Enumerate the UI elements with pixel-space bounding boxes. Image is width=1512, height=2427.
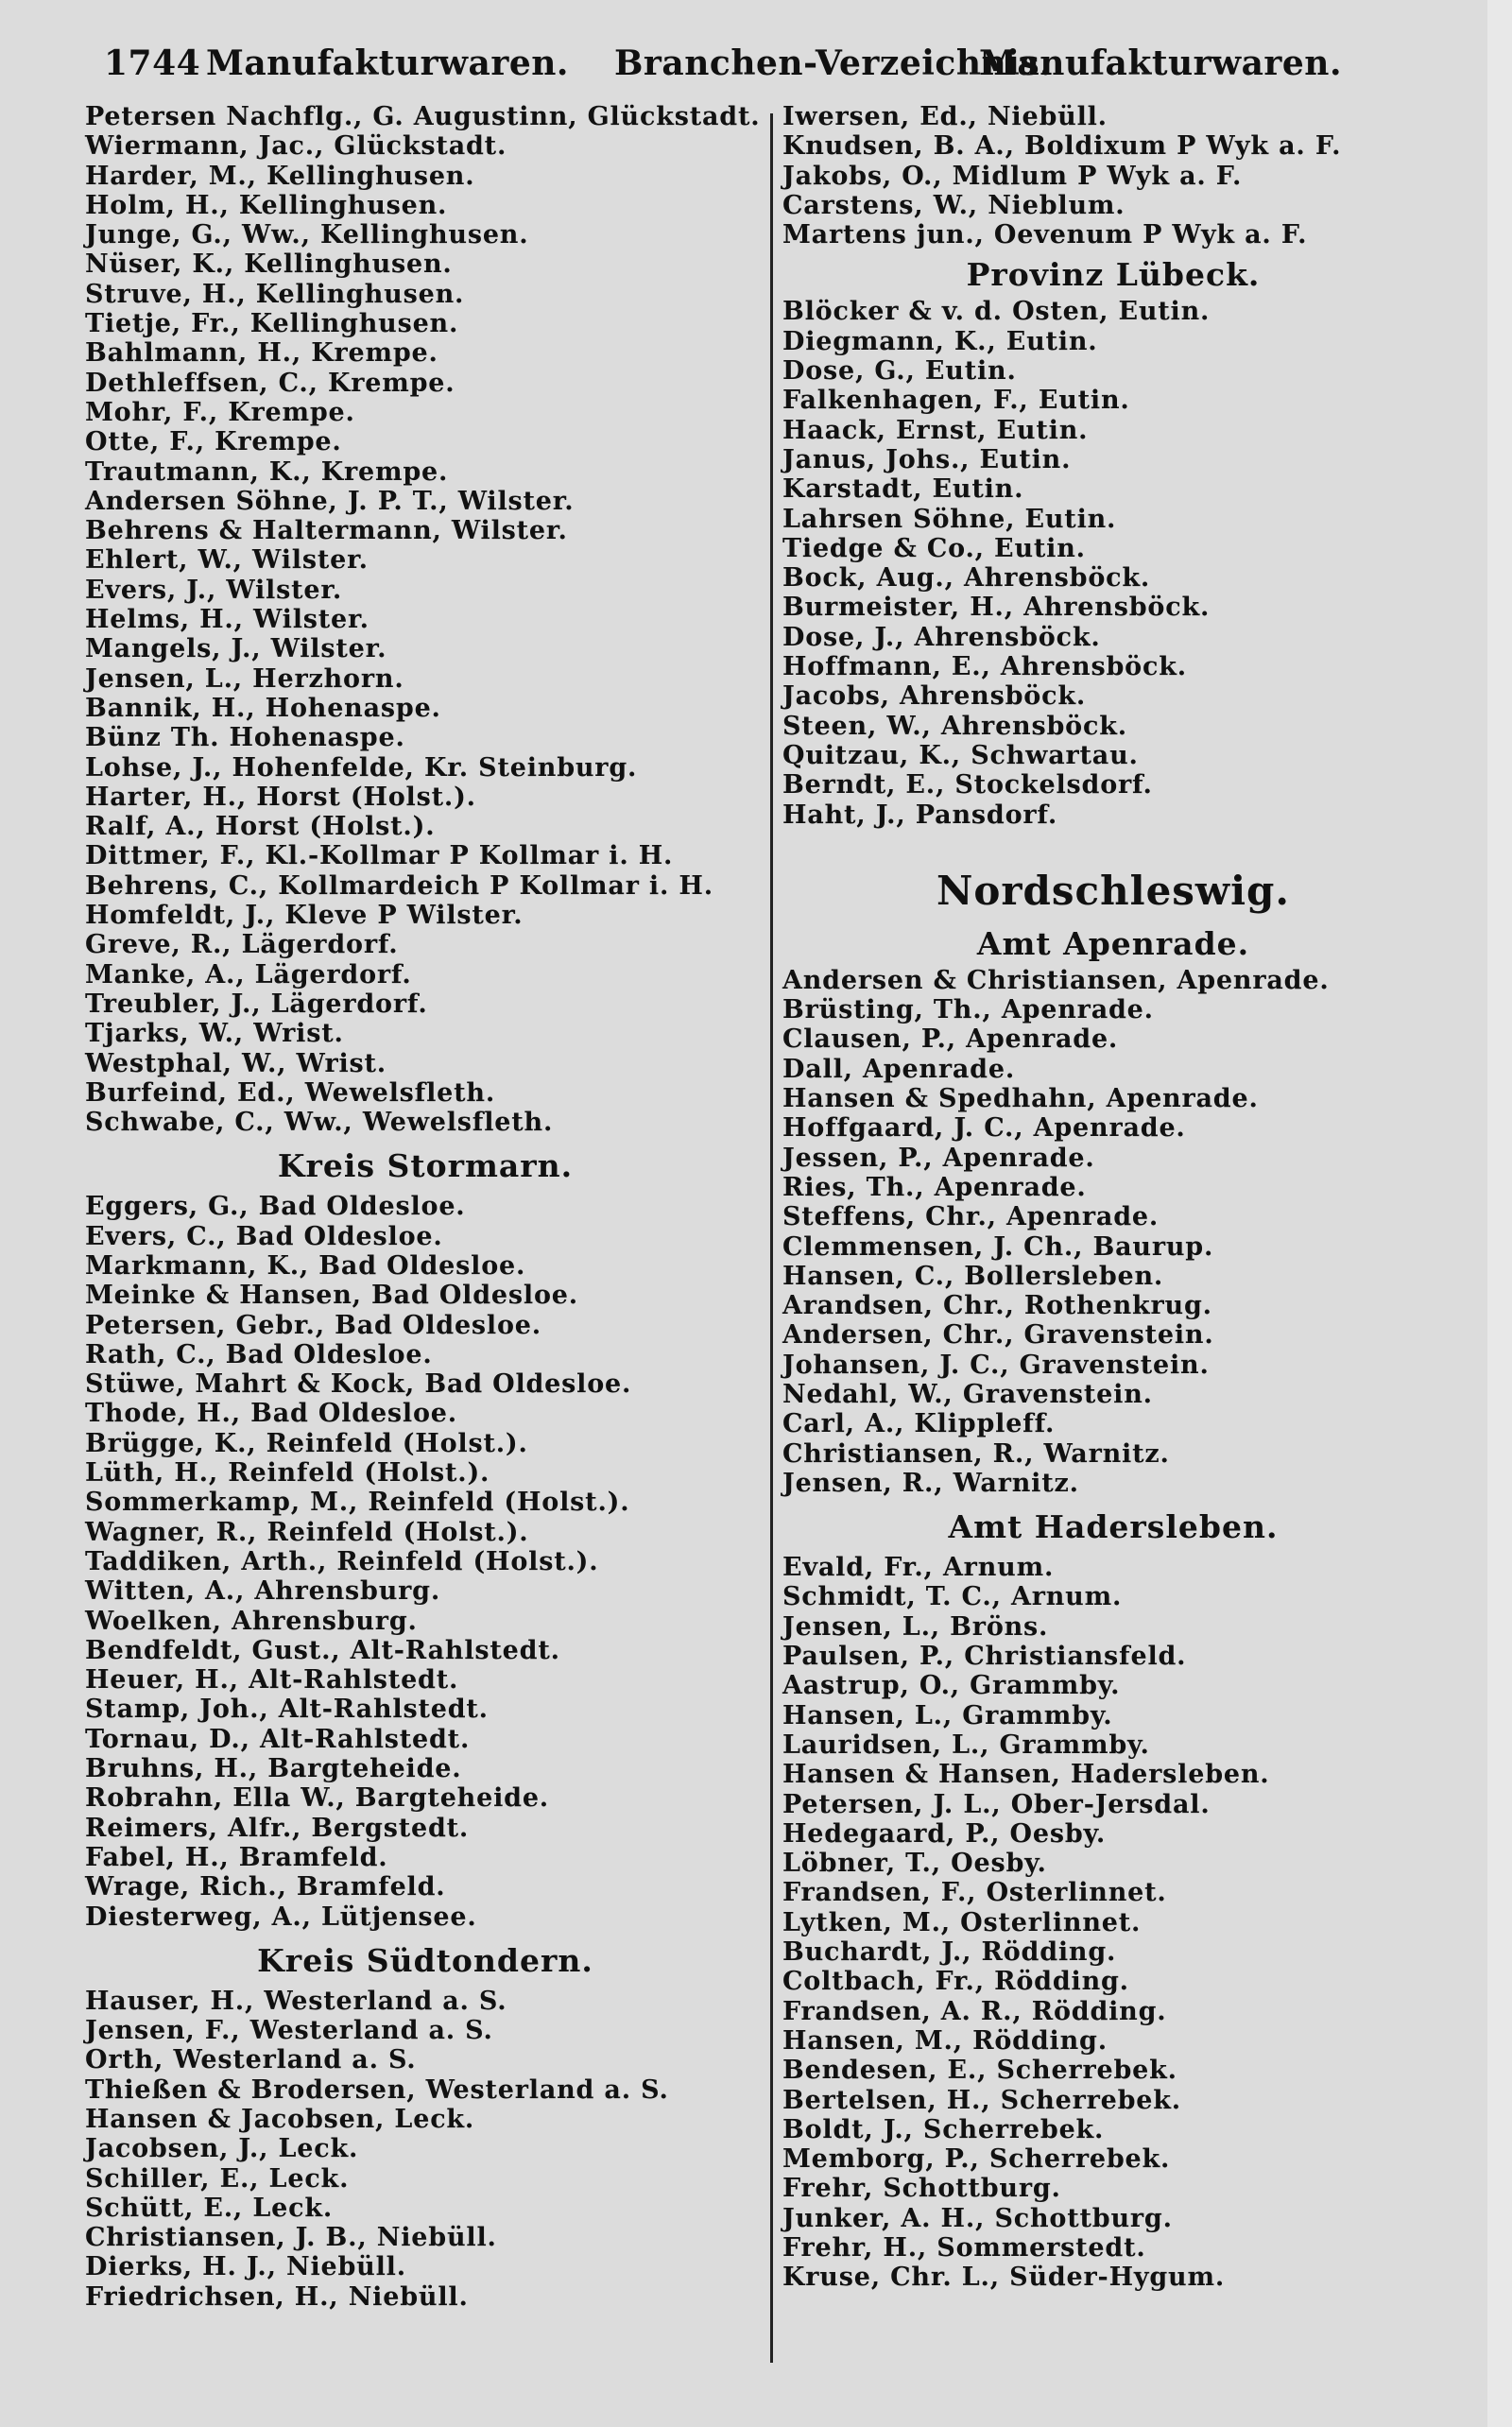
- list-item: Thießen & Brodersen, Westerland a. S.: [85, 2074, 669, 2105]
- list-item: Hansen & Jacobsen, Leck.: [85, 2105, 475, 2134]
- list-item: Blöcker & v. d. Osten, Eutin.: [782, 297, 1211, 327]
- list-item: Reimers, Alfr., Bergstedt.: [85, 1813, 470, 1843]
- section-title-luebeck: Provinz Lübeck.: [966, 256, 1261, 294]
- list-item: Burfeind, Ed., Wewelsfleth.: [85, 1077, 496, 1108]
- list-item: Hedegaard, P., Oesby.: [782, 1818, 1107, 1849]
- spacer: [782, 830, 1444, 852]
- list-item: Behrens, C., Kollmardeich P Kollmar i. H.: [85, 870, 713, 901]
- list-item: Haack, Ernst, Eutin.: [782, 415, 1089, 445]
- column-divider: [770, 113, 773, 2363]
- list-item: Hansen, M., Rödding.: [782, 2025, 1108, 2056]
- list-item: Heuer, H., Alt-Rahlstedt.: [85, 1665, 459, 1695]
- list-item: Jensen, F., Westerland a. S.: [85, 2016, 493, 2046]
- list-item: Brüsting, Th., Apenrade.: [782, 995, 1154, 1025]
- list-item: Berndt, E., Stockelsdorf.: [782, 770, 1153, 800]
- stormarn-list: [85, 1192, 765, 1931]
- list-item: Kruse, Chr. L., Süder-Hygum.: [782, 2263, 1226, 2293]
- list-item: Steffens, Chr., Apenrade.: [782, 1202, 1160, 1232]
- list-item: Frandsen, A. R., Rödding.: [782, 1996, 1167, 2026]
- list-item: Andersen & Christiansen, Apenrade.: [782, 965, 1330, 995]
- list-item: Paulsen, P., Christiansfeld.: [782, 1642, 1187, 1672]
- list-item: Johansen, J. C., Gravenstein.: [782, 1350, 1210, 1380]
- suedtondern-list: [85, 1987, 765, 2312]
- list-item: Dierks, H. J., Niebüll.: [85, 2252, 406, 2282]
- list-item: Lüth, H., Reinfeld (Holst.).: [85, 1458, 490, 1489]
- list-item: Thode, H., Bad Oldesloe.: [85, 1399, 457, 1429]
- list-item: Jensen, L., Bröns.: [782, 1611, 1049, 1642]
- list-item: Bruhns, H., Bargteheide.: [85, 1754, 462, 1784]
- list-item: Dittmer, F., Kl.-Kollmar P Kollmar i. H.: [85, 841, 674, 871]
- list-item: Memborg, P., Scherrebek.: [782, 2144, 1171, 2175]
- list-item: Nedahl, W., Gravenstein.: [782, 1379, 1153, 1409]
- list-item: Hansen & Spedhahn, Apenrade.: [782, 1084, 1259, 1114]
- list-item: Taddiken, Arth., Reinfeld (Holst.).: [85, 1546, 599, 1576]
- list-item: Witten, A., Ahrensburg.: [85, 1576, 441, 1607]
- page-edge: [1487, 0, 1512, 2427]
- list-item: Helms, H., Wilster.: [85, 605, 369, 635]
- list-item: Hansen, C., Bollersleben.: [782, 1261, 1164, 1291]
- list-item: Bendesen, E., Scherrebek.: [782, 2056, 1177, 2086]
- list-item: Rath, C., Bad Oldesloe.: [85, 1339, 433, 1369]
- list-item: Ries, Th., Apenrade.: [782, 1172, 1087, 1202]
- list-item: Frehr, Schottburg.: [782, 2174, 1061, 2204]
- list-item: Junge, G., Ww., Kellinghusen.: [85, 220, 529, 250]
- list-item: Stüwe, Mahrt & Kock, Bad Oldesloe.: [85, 1369, 632, 1400]
- list-item: Janus, Johs., Eutin.: [782, 444, 1072, 474]
- page-number: 1744: [104, 43, 201, 83]
- list-item: Falkenhagen, F., Eutin.: [782, 386, 1130, 416]
- list-item: Woelken, Ahrensburg.: [85, 1606, 418, 1636]
- list-item: Friedrichsen, H., Niebüll.: [85, 2281, 469, 2312]
- list-item: Andersen, Chr., Gravenstein.: [782, 1320, 1214, 1351]
- list-item: Tornau, D., Alt-Rahlstedt.: [85, 1724, 471, 1754]
- list-item: Schiller, E., Leck.: [85, 2163, 350, 2194]
- list-item: Dall, Apenrade.: [782, 1054, 1016, 1084]
- header-left-title: Manufakturwaren.: [206, 43, 569, 83]
- list-item: Diesterweg, A., Lütjensee.: [85, 1902, 477, 1932]
- list-item: Tjarks, W., Wrist.: [85, 1019, 344, 1049]
- region-title-nordschleswig: Nordschleswig.: [936, 867, 1291, 914]
- list-item: Schmidt, T. C., Arnum.: [782, 1582, 1123, 1612]
- list-item: Schütt, E., Leck.: [85, 2193, 334, 2223]
- list-item: Iwersen, Ed., Niebüll.: [782, 102, 1108, 131]
- list-item: Greve, R., Lägerdorf.: [85, 930, 399, 960]
- list-item: Dethleffsen, C., Krempe.: [85, 368, 455, 398]
- list-item: Wagner, R., Reinfeld (Holst.).: [85, 1517, 529, 1547]
- list-item: Lauridsen, L., Grammby.: [782, 1730, 1150, 1760]
- list-item: Fabel, H., Bramfeld.: [85, 1842, 388, 1872]
- list-item: Knudsen, B. A., Boldixum P Wyk a. F.: [782, 131, 1342, 162]
- list-item: Bünz Th. Hohenaspe.: [85, 723, 405, 753]
- list-item: Trautmann, K., Krempe.: [85, 456, 449, 487]
- list-item: Bannik, H., Hohenaspe.: [85, 693, 441, 723]
- list-item: Evald, Fr., Arnum.: [782, 1553, 1055, 1583]
- list-item: Burmeister, H., Ahrensböck.: [782, 593, 1211, 623]
- list-item: Aastrup, O., Grammby.: [782, 1671, 1121, 1701]
- list-item: Petersen, J. L., Ober-Jersdal.: [782, 1789, 1211, 1819]
- list-item: Tietje, Fr., Kellinghusen.: [85, 309, 459, 339]
- list-item: Evers, C., Bad Oldesloe.: [85, 1221, 443, 1251]
- list-item: Buchardt, J., Rödding.: [782, 1937, 1117, 1968]
- list-item: Holm, H., Kellinghusen.: [85, 190, 448, 220]
- list-item: Petersen, Gebr., Bad Oldesloe.: [85, 1310, 541, 1340]
- list-item: Sommerkamp, M., Reinfeld (Holst.).: [85, 1488, 630, 1518]
- list-item: Jakobs, O., Midlum P Wyk a. F.: [782, 161, 1243, 191]
- list-item: Dose, J., Ahrensböck.: [782, 622, 1101, 652]
- section-title-suedtondern: Kreis Südtondern.: [257, 1941, 593, 1979]
- right-top-list: [782, 102, 1444, 250]
- list-item: Christiansen, J. B., Niebüll.: [85, 2223, 497, 2253]
- left-column: [85, 102, 765, 2312]
- list-item: Dose, G., Eutin.: [782, 356, 1017, 387]
- section-title-stormarn: Kreis Stormarn.: [277, 1147, 574, 1185]
- list-item: Manke, A., Lägerdorf.: [85, 959, 412, 990]
- list-item: Quitzau, K., Schwartau.: [782, 740, 1139, 770]
- list-item: Markmann, K., Bad Oldesloe.: [85, 1250, 526, 1281]
- list-item: Struve, H., Kellinghusen.: [85, 279, 465, 309]
- list-item: Frehr, H., Sommerstedt.: [782, 2233, 1146, 2263]
- list-item: Hansen & Hansen, Hadersleben.: [782, 1760, 1270, 1790]
- list-item: Clemmensen, J. Ch., Baurup.: [782, 1231, 1214, 1262]
- list-item: Treubler, J., Lägerdorf.: [85, 989, 428, 1019]
- header-center-title: Branchen-Verzeichnis.: [614, 43, 1053, 83]
- right-column: [782, 102, 1444, 2293]
- list-item: Otte, F., Krempe.: [85, 427, 342, 457]
- list-item: Christiansen, R., Warnitz.: [782, 1438, 1170, 1469]
- list-item: Ehlert, W., Wilster.: [85, 545, 369, 576]
- list-item: Haht, J., Pansdorf.: [782, 800, 1058, 830]
- list-item: Jensen, L., Herzhorn.: [85, 663, 404, 694]
- list-item: Jensen, R., Warnitz.: [782, 1468, 1079, 1498]
- list-item: Orth, Westerland a. S.: [85, 2045, 417, 2075]
- list-item: Robrahn, Ella W., Bargteheide.: [85, 1783, 550, 1814]
- list-item: Behrens & Haltermann, Wilster.: [85, 516, 568, 546]
- list-item: Jessen, P., Apenrade.: [782, 1143, 1095, 1173]
- section-title-apenrade: Amt Apenrade.: [976, 924, 1250, 962]
- list-item: Boldt, J., Scherrebek.: [782, 2114, 1105, 2144]
- list-item: Martens jun., Oevenum P Wyk a. F.: [782, 220, 1308, 250]
- list-item: Bock, Aug., Ahrensböck.: [782, 563, 1151, 594]
- list-item: Carstens, W., Nieblum.: [782, 190, 1125, 220]
- list-item: Andersen Söhne, J. P. T., Wilster.: [85, 486, 575, 516]
- list-item: Mohr, F., Krempe.: [85, 397, 355, 427]
- list-item: Mangels, J., Wilster.: [85, 634, 387, 664]
- list-item: Steen, W., Ahrensböck.: [782, 711, 1127, 741]
- luebeck-list: [782, 297, 1444, 829]
- list-item: Brügge, K., Reinfeld (Holst.).: [85, 1428, 528, 1458]
- list-item: Harder, M., Kellinghusen.: [85, 161, 475, 191]
- left-top-list: [85, 102, 765, 1137]
- list-item: Petersen Nachflg., G. Augustinn, Glückstadt.: [85, 102, 761, 131]
- list-item: Frandsen, F., Osterlinnet.: [782, 1878, 1167, 1908]
- list-item: Bendfeldt, Gust., Alt-Rahlstedt.: [85, 1635, 560, 1665]
- list-item: Karstadt, Eutin.: [782, 474, 1024, 505]
- list-item: Lohse, J., Hohenfelde, Kr. Steinburg.: [85, 752, 638, 783]
- hadersleben-list: [782, 1553, 1444, 2292]
- list-item: Eggers, G., Bad Oldesloe.: [85, 1192, 466, 1222]
- page-header: [104, 36, 1342, 93]
- list-item: Hauser, H., Westerland a. S.: [85, 1986, 507, 2016]
- list-item: Westphal, W., Wrist.: [85, 1048, 387, 1078]
- list-item: Meinke & Hansen, Bad Oldesloe.: [85, 1281, 578, 1311]
- list-item: Stamp, Joh., Alt-Rahlstedt.: [85, 1695, 489, 1725]
- apenrade-list: [782, 966, 1444, 1498]
- list-item: Tiedge & Co., Eutin.: [782, 533, 1086, 563]
- list-item: Evers, J., Wilster.: [85, 575, 343, 605]
- list-item: Lahrsen Söhne, Eutin.: [782, 504, 1117, 534]
- list-item: Wiermann, Jac., Glückstadt.: [85, 131, 507, 162]
- list-item: Lytken, M., Osterlinnet.: [782, 1907, 1142, 1937]
- list-item: Coltbach, Fr., Rödding.: [782, 1967, 1129, 1997]
- section-title-hadersleben: Amt Hadersleben.: [948, 1508, 1279, 1546]
- list-item: Löbner, T., Oesby.: [782, 1849, 1047, 1879]
- list-item: Hoffgaard, J. C., Apenrade.: [782, 1113, 1186, 1144]
- list-item: Arandsen, Chr., Rothenkrug.: [782, 1291, 1212, 1321]
- list-item: Wrage, Rich., Bramfeld.: [85, 1872, 446, 1902]
- list-item: Jacobsen, J., Leck.: [85, 2134, 359, 2164]
- list-item: Junker, A. H., Schottburg.: [782, 2203, 1173, 2233]
- list-item: Schwabe, C., Ww., Wewelsfleth.: [85, 1108, 554, 1138]
- list-item: Carl, A., Klippleff.: [782, 1409, 1056, 1439]
- list-item: Diegmann, K., Eutin.: [782, 326, 1098, 356]
- list-item: Jacobs, Ahrensböck.: [782, 681, 1087, 712]
- list-item: Hansen, L., Grammby.: [782, 1700, 1113, 1730]
- list-item: Harter, H., Horst (Holst.).: [85, 782, 476, 812]
- list-item: Homfeldt, J., Kleve P Wilster.: [85, 901, 524, 931]
- list-item: Ralf, A., Horst (Holst.).: [85, 812, 436, 842]
- header-right-title: Manufakturwaren.: [979, 43, 1342, 83]
- list-item: Hoffmann, E., Ahrensböck.: [782, 652, 1187, 682]
- list-item: Bertelsen, H., Scherrebek.: [782, 2085, 1181, 2115]
- list-item: Nüser, K., Kellinghusen.: [85, 250, 453, 280]
- list-item: Bahlmann, H., Krempe.: [85, 338, 438, 369]
- list-item: Clausen, P., Apenrade.: [782, 1024, 1119, 1055]
